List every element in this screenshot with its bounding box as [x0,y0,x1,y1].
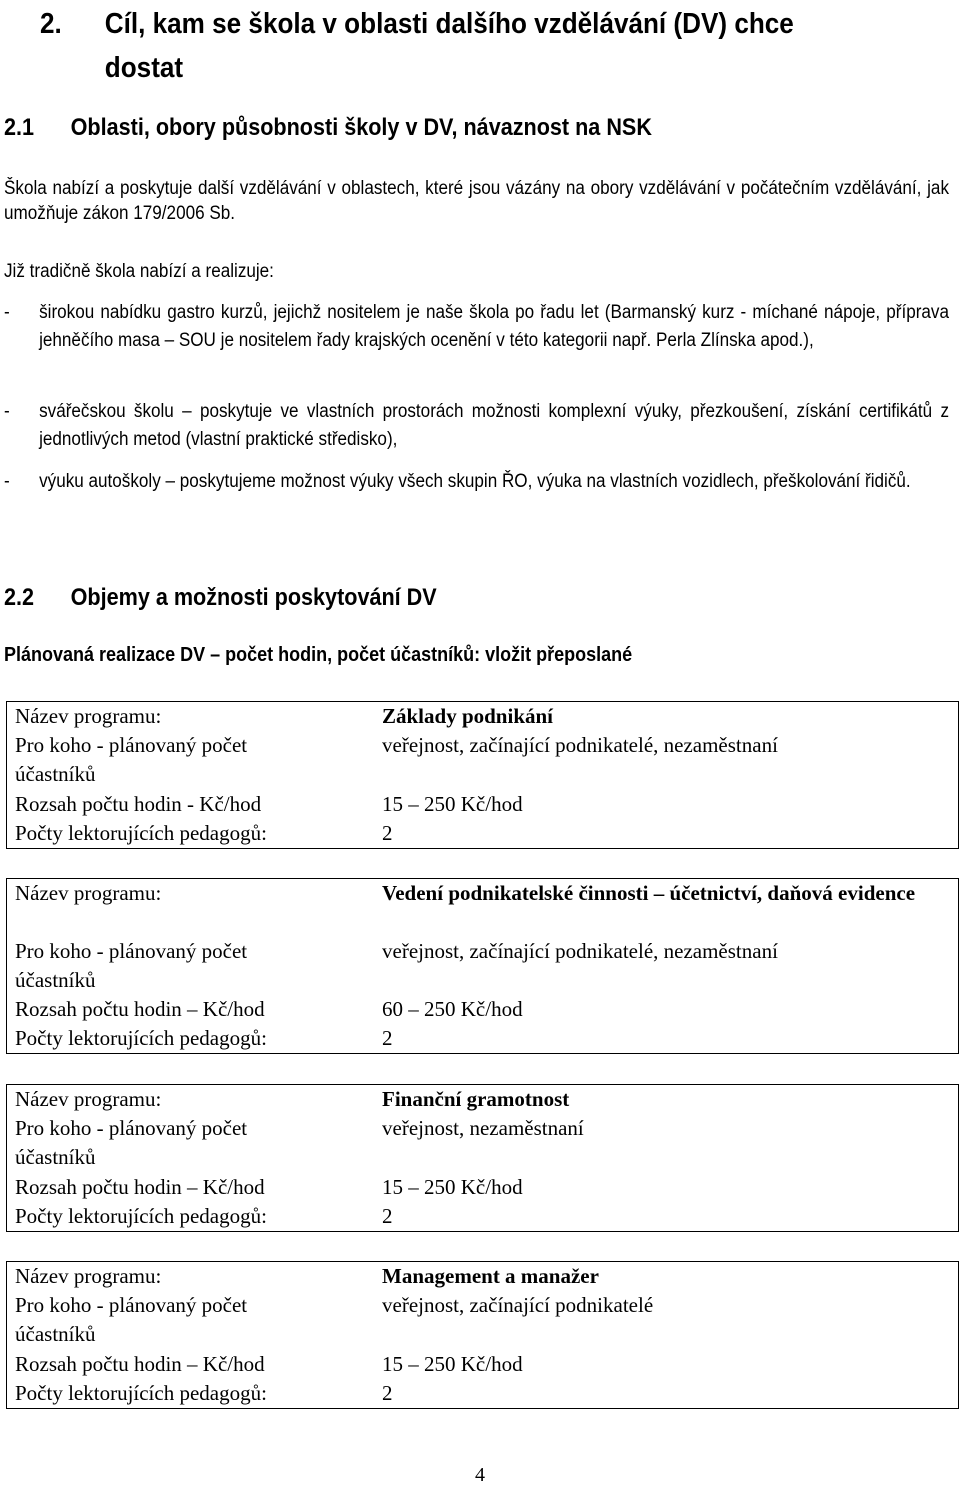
program-teachers-label: Počty lektorujících pedagogů: [15,1381,267,1405]
planned-realization-subtitle: Plánovaná realizace DV – počet hodin, počet účastníků: vložit přeposlané [4,644,633,666]
lead-paragraph: Již tradičně škola nabízí a realizuje: [4,261,274,282]
chapter-heading [40,2,850,90]
program-hours: 15 – 250 Kč/hod [382,792,523,816]
program-teachers: 2 [382,821,393,845]
program-hours: 60 – 250 Kč/hod [382,997,523,1021]
program-audience: veřejnost, začínající podnikatelé, nezaměstnaní [382,939,778,963]
chapter-number: 2. [40,8,62,40]
program-audience: veřejnost, začínající podnikatelé, nezaměstnaní [382,733,778,757]
program-hours: 15 – 250 Kč/hod [382,1352,523,1376]
chapter-title: Cíl, kam se škola v oblasti dalšího vzdělávání (DV) chce dostat [104,8,794,84]
program-hours-label: Rozsah počtu hodin – Kč/hod [15,1352,265,1376]
list-item [4,468,949,496]
list-dash: - [4,401,10,422]
page-number: 4 [475,1464,485,1486]
list-item [4,299,949,355]
program-name-label: Název programu: [15,1264,162,1288]
list-item-text: výuku autoškoly – poskytujeme možnost výuky všech skupin ŘO, výuka na vlastních vozidlech, přeškolování řidičů. [39,471,911,492]
section-title: Oblasti, obory působnosti školy v DV, návaznost na NSK [70,114,652,141]
program-hours-label: Rozsah počtu hodin – Kč/hod [15,1175,265,1199]
program-table [6,878,959,1054]
program-teachers-label: Počty lektorujících pedagogů: [15,1026,267,1050]
program-name: Vedení podnikatelské činnosti – účetnictví, daňová evidence [382,881,916,905]
program-audience-label: Pro koho - plánovaný počet účastníků [15,1116,248,1169]
intro-paragraph: Škola nabízí a poskytuje další vzdělávání v oblastech, které jsou vázány na obory vzdělávání v počátečním vzdělávání, jak umožňuje zákon 179/2006 Sb. [4,178,949,224]
program-name-label: Název programu: [15,704,162,728]
section-title: Objemy a možnosti poskytování DV [70,584,437,611]
list-dash: - [4,302,10,323]
program-audience-label: Pro koho - plánovaný počet účastníků [15,1293,248,1346]
list-item-text: širokou nabídku gastro kurzů, jejichž nositelem je naše škola po řadu let (Barmanský kurz - míchané nápoje, příprava jehněčího masa – SOU je nositelem řady krajských ocenění v této kategorii např. Perla Zlínska apod.), [39,302,950,351]
list-item [4,398,949,454]
program-table [6,1261,959,1409]
program-audience: veřejnost, nezaměstnaní [382,1116,584,1140]
program-table [6,1084,959,1232]
program-hours-label: Rozsah počtu hodin - Kč/hod [15,792,262,816]
program-name: Základy podnikání [382,704,554,728]
program-teachers-label: Počty lektorujících pedagogů: [15,821,267,845]
program-audience-label: Pro koho - plánovaný počet účastníků [15,939,248,992]
program-hours: 15 – 250 Kč/hod [382,1175,523,1199]
program-name-label: Název programu: [15,881,162,905]
program-audience-label: Pro koho - plánovaný počet účastníků [15,733,248,786]
program-name: Management a manažer [382,1264,599,1288]
program-teachers: 2 [382,1204,393,1228]
program-name-label: Název programu: [15,1087,162,1111]
section-heading-2-2 [4,584,437,612]
program-table [6,701,959,849]
section-heading-2-1 [4,114,652,142]
list-item-text: svářečskou školu – poskytuje ve vlastních prostorách možnosti komplexní výuky, přezkoušení, získání certifikátů z jednotlivých metod (vlastní praktické středisko), [39,401,950,450]
program-hours-label: Rozsah počtu hodin – Kč/hod [15,997,265,1021]
section-number: 2.2 [4,584,35,611]
program-teachers-label: Počty lektorujících pedagogů: [15,1204,267,1228]
program-name: Finanční gramotnost [382,1087,570,1111]
program-audience: veřejnost, začínající podnikatelé [382,1293,654,1317]
program-teachers: 2 [382,1026,393,1050]
program-teachers: 2 [382,1381,393,1405]
section-number: 2.1 [4,114,35,141]
list-dash: - [4,471,10,492]
